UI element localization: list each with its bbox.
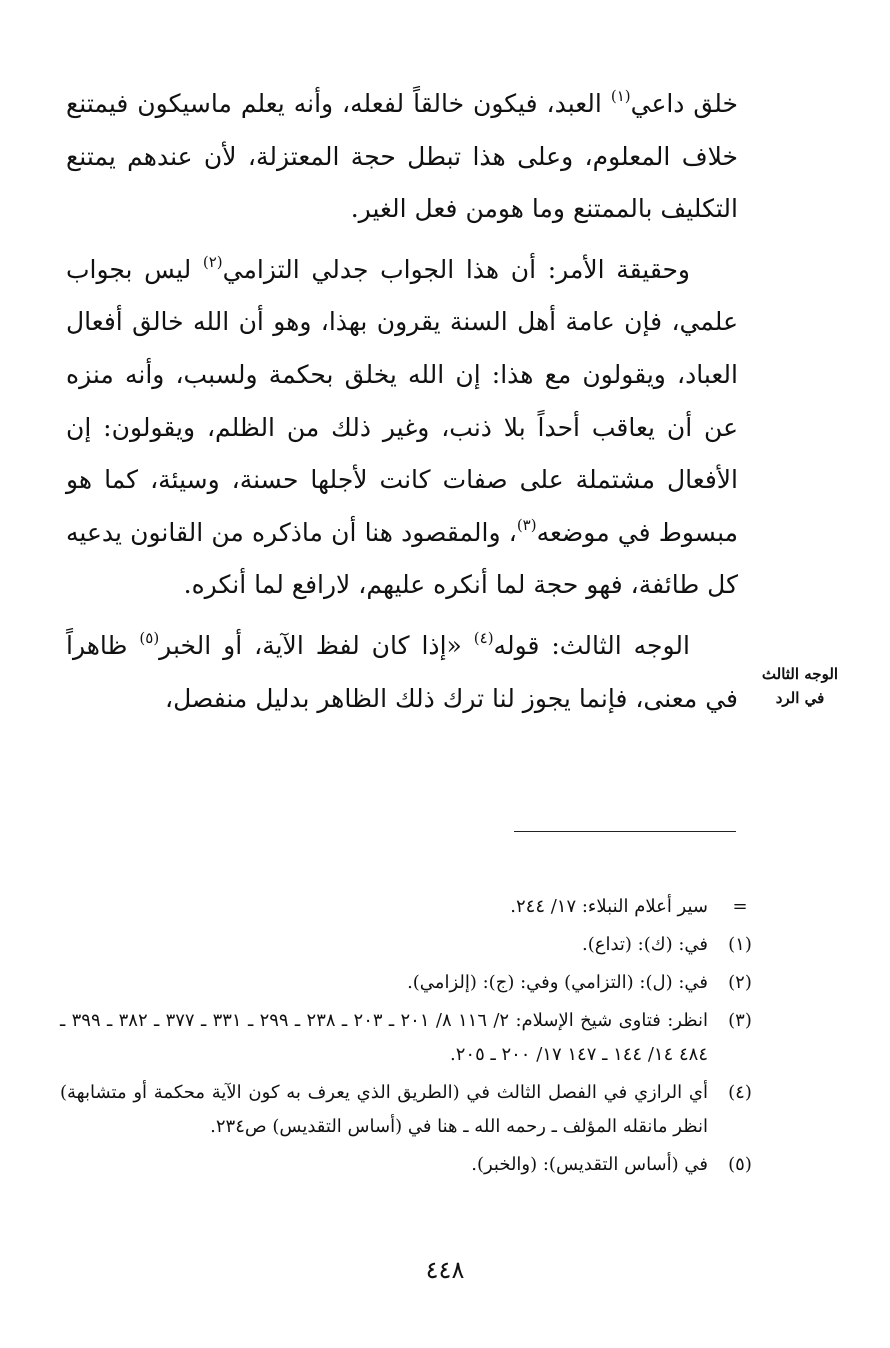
paragraph-3 bbox=[66, 620, 738, 725]
footnote-divider bbox=[514, 831, 736, 832]
footnote-number: (٥) bbox=[728, 1154, 752, 1175]
footnote-number: (٣) bbox=[728, 1010, 752, 1031]
paragraph-1 bbox=[66, 78, 738, 236]
footnote-continuation bbox=[60, 890, 760, 924]
text-run: «إذا كان لفظ الآية، أو الخبر bbox=[159, 630, 474, 660]
text-run: ليس بجواب علمي، فإن عامة أهل السنة يقرون بهذا، وهو أن الله خالق أفعال العباد، ويقولون مع هذا: إن الله يخلق بحكمة ولسبب، وأنه منزه عن أن يعاقب أحداً بلا ذنب، وغير ذلك من الظلم، ويقولون: إن الأفعال مشتملة على صفات كانت لأجلها حسنة، وسيئة، كما هو مبسوط في موضعه bbox=[66, 254, 739, 547]
footnote-number: (١) bbox=[728, 934, 752, 955]
footnote-2 bbox=[60, 966, 760, 1000]
footnote-text: انظر: فتاوى شيخ الإسلام: ٢/ ١١٦ ٨/ ٢٠١ ـ ٢٠٣ ـ ٢٣٨ ـ ٢٩٩ ـ ٣٣١ ـ ٣٧٧ ـ ٣٨٢ ـ ٣٩٩ ـ ٤٨٤ ١٤/ ١٤٤ ـ ١٤٧ ١٧/ ٢٠٠ ـ ٢٠٥. bbox=[60, 1010, 708, 1065]
footnote-text: في (أساس التقديس): (والخبر). bbox=[471, 1154, 708, 1175]
footnote-text: أي الرازي في الفصل الثالث في (الطريق الذي يعرف به كون الآية محكمة أو متشابهة) انظر مانقله المؤلف ـ رحمه الله ـ هنا في (أساس التقديس) ص٢٣٤. bbox=[60, 1082, 708, 1137]
text-run: وحقيقة الأمر: أن هذا الجواب جدلي التزامي bbox=[222, 254, 690, 284]
footnote-3 bbox=[60, 1004, 760, 1072]
footnote-ref-2[interactable]: (٢) bbox=[202, 252, 223, 271]
text-run: خلق داعي bbox=[630, 89, 738, 118]
page-number: ٤٤٨ bbox=[425, 1256, 465, 1284]
margin-note-line: في الرد bbox=[775, 689, 825, 707]
text-run: ، والمقصود هنا أن ماذكره من القانون يدعيه كل طائفة، فهو حجة لما أنكره عليهم، لارافع لما أنكره. bbox=[66, 517, 738, 600]
margin-note-line: الوجه الثالث bbox=[761, 665, 839, 683]
footnote-ref-5[interactable]: (٥) bbox=[139, 628, 160, 647]
footnote-text: في: (ل): (التزامي) وفي: (ج): (إلزامي). bbox=[407, 972, 708, 993]
footnote-ref-1[interactable]: (١) bbox=[610, 87, 631, 105]
footnote-4 bbox=[60, 1076, 760, 1144]
paragraph-2 bbox=[66, 244, 738, 612]
footnote-number: (٤) bbox=[728, 1082, 752, 1103]
footnotes bbox=[60, 890, 760, 1186]
footnote-number: (٢) bbox=[728, 972, 752, 993]
text-run: ظاهراً في معنى، فإنما يجوز لنا ترك ذلك الظاهر بدليل منفصل، bbox=[66, 630, 738, 713]
footnote-5 bbox=[60, 1148, 760, 1182]
text-run: الوجه الثالث: قوله bbox=[493, 630, 690, 660]
margin-note bbox=[752, 662, 848, 710]
footnote-text: في: (ك): (تداع). bbox=[581, 934, 708, 955]
footnote-text: سير أعلام النبلاء: ١٧/ ٢٤٤. bbox=[510, 896, 708, 917]
footnote-1 bbox=[60, 928, 760, 962]
footnote-number: = bbox=[732, 896, 748, 917]
footnote-ref-4[interactable]: (٤) bbox=[473, 628, 494, 647]
footnote-ref-3[interactable]: (٣) bbox=[516, 515, 537, 534]
text-run: العبد، فيكون خالقاً لفعله، وأنه يعلم ماسيكون فيمتنع خلاف المعلوم، وعلى هذا تبطل حجة المعتزلة، لأن عندهم يمتنع التكليف بالممتنع وما هومن فعل الغير. bbox=[66, 89, 738, 224]
main-text bbox=[66, 78, 738, 725]
